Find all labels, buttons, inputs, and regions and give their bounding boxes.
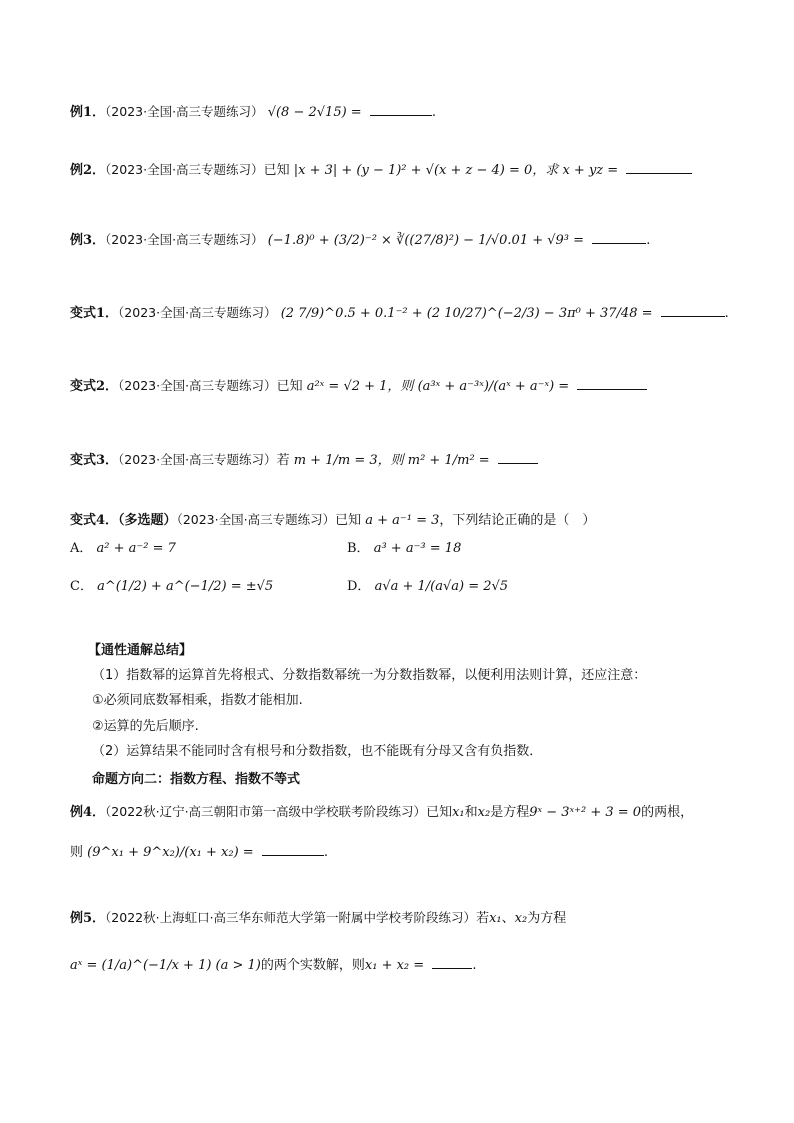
problem-text: 的两个实数解，则 xyxy=(260,958,365,973)
math-variable: x₂ xyxy=(477,805,491,820)
math-expression: a√a + 1/(a√a) = 2√5 xyxy=(374,579,509,594)
example-5-line-2 xyxy=(70,956,476,975)
problem-text: 若 xyxy=(276,453,290,468)
option-b[interactable] xyxy=(347,540,461,558)
problem-text: 已知 xyxy=(276,379,303,394)
variant-1 xyxy=(70,304,729,323)
example-4 xyxy=(70,803,693,822)
math-expression: √(8 − 2√15) = xyxy=(267,105,362,120)
math-expression: (a³ˣ + a⁻³ˣ)/(aˣ + a⁻ˣ) = xyxy=(417,379,570,394)
math-expression: a^(1/2) + a^(−1/2) = ±√5 xyxy=(97,579,274,594)
option-key: D． xyxy=(347,579,371,594)
punctuation: . xyxy=(646,233,651,248)
answer-blank[interactable] xyxy=(626,161,692,174)
option-key: C． xyxy=(70,579,93,594)
problem-text: 已知 xyxy=(263,163,290,178)
option-a[interactable] xyxy=(70,540,176,558)
math-expression: (−1.8)⁰ + (3/2)⁻² × ∛((27/8)²) − 1/√0.01 + √9³ = xyxy=(267,233,585,248)
math-expression: a² + a⁻² = 7 xyxy=(96,541,176,556)
punctuation: . xyxy=(323,845,328,860)
problem-text: 则 xyxy=(70,845,84,860)
math-expression: x₁ + x₂ = xyxy=(364,958,425,973)
example-label: 变式2． xyxy=(70,379,119,394)
example-source: （2023·全国·高三专题练习） xyxy=(105,162,264,177)
example-label: 例3． xyxy=(70,233,106,248)
example-source: （2023·全国·高三专题练习） xyxy=(118,305,277,320)
problem-text: 是方程 xyxy=(490,805,530,820)
answer-blank[interactable] xyxy=(661,304,725,317)
question-tag: （多选题） xyxy=(118,513,177,528)
math-variable: x₁ xyxy=(489,911,502,926)
answer-blank[interactable] xyxy=(432,956,472,969)
example-source: （2022秋·上海虹口·高三华东师范大学第一附属中学校考阶段练习） xyxy=(105,910,477,925)
math-expression: aˣ = (1/a)^(−1/x + 1) (a > 1) xyxy=(70,958,261,973)
problem-text: 的两根， xyxy=(641,805,694,820)
option-key: B． xyxy=(347,541,370,556)
answer-blank[interactable] xyxy=(577,377,647,390)
punctuation: . xyxy=(724,306,729,321)
math-expression: m² + 1/m² = xyxy=(407,453,490,468)
example-label: 变式3． xyxy=(70,453,119,468)
problem-text: 和 xyxy=(464,805,478,820)
math-expression: a²ˣ = √2 + 1，则 xyxy=(306,379,414,394)
example-source: （2023·全国·高三专题练习） xyxy=(176,512,336,527)
example-3 xyxy=(70,231,650,250)
example-source: （2023·全国·高三专题练习） xyxy=(105,232,264,247)
math-expression: a³ + a⁻³ = 18 xyxy=(373,541,462,556)
summary-point-4: （2）运算结果不能同时含有根号和分数指数，也不能既有分母又含有负指数． xyxy=(92,744,543,759)
example-source: （2022秋·辽宁·高三朝阳市第一高级中学校联考阶段练习） xyxy=(105,804,427,819)
summary-point-1: （1）指数幂的运算首先将根式、分数指数幂统一为分数指数幂，以便利用法则计算，还应注意： xyxy=(92,668,647,683)
math-variable: x₂ xyxy=(514,911,528,926)
problem-text: 若 xyxy=(476,911,490,926)
answer-blank[interactable] xyxy=(592,231,646,244)
summary-point-2: ①必须同底数幂相乘，指数才能相加. xyxy=(92,693,303,708)
section-heading: 命题方向二：指数方程、指数不等式 xyxy=(92,772,301,787)
example-source: （2023·全国·高三专题练习） xyxy=(118,452,277,467)
option-c[interactable] xyxy=(70,578,273,596)
example-source: （2023·全国·高三专题练习） xyxy=(105,104,264,119)
variant-3 xyxy=(70,451,538,470)
example-label: 例2． xyxy=(70,163,106,178)
example-label: 例4． xyxy=(70,805,106,820)
example-source: （2023·全国·高三专题练习） xyxy=(118,378,277,393)
punctuation: . xyxy=(472,958,477,973)
problem-text: 为方程 xyxy=(527,911,567,926)
option-d[interactable] xyxy=(347,578,508,596)
math-expression: m + 1/m = 3，则 xyxy=(293,453,404,468)
example-label: 变式4． xyxy=(70,513,119,528)
example-label: 例5． xyxy=(70,911,106,926)
math-expression: (9^x₁ + 9^x₂)/(x₁ + x₂) = xyxy=(87,845,254,860)
example-label: 例1． xyxy=(70,105,106,120)
variant-2 xyxy=(70,377,647,396)
problem-text: 、 xyxy=(501,911,515,926)
variant-4 xyxy=(70,511,595,530)
answer-blank[interactable] xyxy=(498,451,538,464)
math-expression: x + yz = xyxy=(562,163,619,178)
example-2 xyxy=(70,161,692,180)
math-expression: |x + 3| + (y − 1)² + √(x + z − 4) = 0，求 xyxy=(293,163,559,178)
math-expression: a + a⁻¹ = 3 xyxy=(365,513,440,528)
example-label: 变式1． xyxy=(70,306,119,321)
example-1 xyxy=(70,103,436,122)
summary-title: 【通性通解总结】 xyxy=(88,643,193,658)
answer-blank[interactable] xyxy=(370,103,432,116)
math-variable: x₁ xyxy=(452,805,465,820)
problem-text: ，下列结论正确的是（ ） xyxy=(439,513,596,528)
math-expression: (2 7/9)^0.5 + 0.1⁻² + (2 10/27)^(−2/3) − 3π⁰ + 37/48 = xyxy=(280,306,653,321)
option-key: A． xyxy=(70,541,93,556)
problem-text: 已知 xyxy=(426,805,453,820)
math-expression: 9ˣ − 3ˣ⁺² + 3 = 0 xyxy=(529,805,642,820)
example-4-line-2 xyxy=(70,843,328,862)
example-5 xyxy=(70,909,566,928)
answer-blank[interactable] xyxy=(262,843,324,856)
problem-text: 已知 xyxy=(335,513,362,528)
summary-point-3: ②运算的先后顺序. xyxy=(92,719,199,734)
punctuation: . xyxy=(431,105,436,120)
